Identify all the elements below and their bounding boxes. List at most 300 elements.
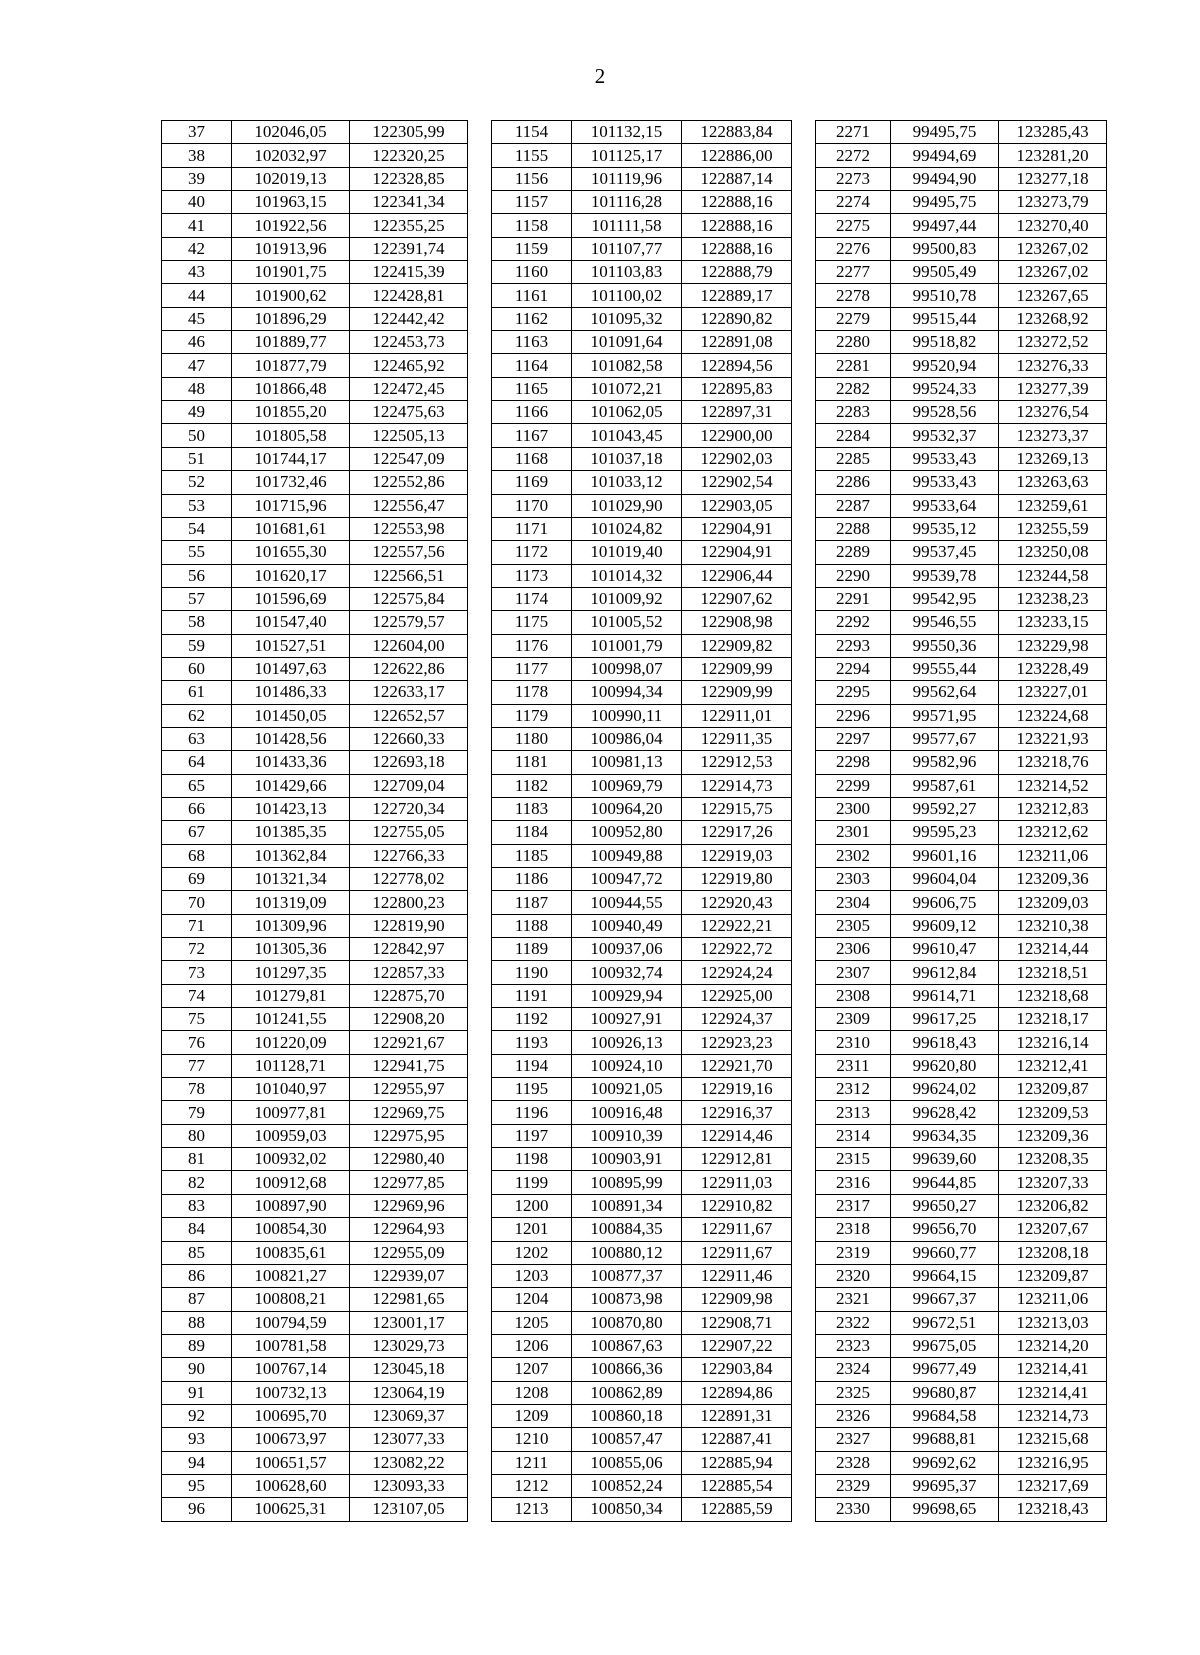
table-row: [162, 401, 468, 424]
table-row: [816, 797, 1107, 820]
point-number-cell: 1169: [492, 471, 572, 494]
table-row: [492, 284, 792, 307]
y-coordinate-cell: 122465,92: [350, 354, 468, 377]
y-coordinate-cell: 123268,92: [999, 307, 1107, 330]
x-coordinate-cell: 99524,33: [891, 377, 999, 400]
x-coordinate-cell: 99555,44: [891, 657, 999, 680]
point-number-cell: 1154: [492, 121, 572, 144]
point-number-cell: 2273: [816, 167, 891, 190]
x-coordinate-cell: 101001,79: [572, 634, 682, 657]
point-number-cell: 74: [162, 984, 232, 1007]
x-coordinate-cell: 101128,71: [232, 1054, 350, 1077]
x-coordinate-cell: 99497,44: [891, 214, 999, 237]
table-row: [492, 797, 792, 820]
y-coordinate-cell: 123276,54: [999, 401, 1107, 424]
y-coordinate-cell: 123208,35: [999, 1148, 1107, 1171]
table-row: [492, 1451, 792, 1474]
y-coordinate-cell: 122888,79: [682, 261, 792, 284]
table-row: [492, 1031, 792, 1054]
point-number-cell: 55: [162, 541, 232, 564]
x-coordinate-cell: 99604,04: [891, 868, 999, 891]
table-row: [492, 377, 792, 400]
y-coordinate-cell: 122904,91: [682, 517, 792, 540]
x-coordinate-cell: 100873,98: [572, 1288, 682, 1311]
table-row: [492, 564, 792, 587]
x-coordinate-cell: 101005,52: [572, 611, 682, 634]
table-row: [162, 797, 468, 820]
table-row: [162, 984, 468, 1007]
point-number-cell: 2323: [816, 1334, 891, 1357]
point-number-cell: 1155: [492, 144, 572, 167]
x-coordinate-cell: 99532,37: [891, 424, 999, 447]
point-number-cell: 2308: [816, 984, 891, 1007]
y-coordinate-cell: 122915,75: [682, 797, 792, 820]
table-row: [816, 261, 1107, 284]
y-coordinate-cell: 123285,43: [999, 121, 1107, 144]
x-coordinate-cell: 99639,60: [891, 1148, 999, 1171]
x-coordinate-cell: 101547,40: [232, 611, 350, 634]
y-coordinate-cell: 122579,57: [350, 611, 468, 634]
point-number-cell: 2304: [816, 891, 891, 914]
y-coordinate-cell: 123029,73: [350, 1334, 468, 1357]
y-coordinate-cell: 123218,43: [999, 1498, 1107, 1521]
y-coordinate-cell: 123211,06: [999, 1288, 1107, 1311]
table-row: [162, 1474, 468, 1497]
x-coordinate-cell: 99562,64: [891, 681, 999, 704]
point-number-cell: 75: [162, 1008, 232, 1031]
x-coordinate-cell: 100940,49: [572, 914, 682, 937]
x-coordinate-cell: 99695,37: [891, 1474, 999, 1497]
table-row: [492, 447, 792, 470]
x-coordinate-cell: 100877,37: [572, 1264, 682, 1287]
y-coordinate-cell: 122887,41: [682, 1428, 792, 1451]
point-number-cell: 2311: [816, 1054, 891, 1077]
x-coordinate-cell: 102019,13: [232, 167, 350, 190]
y-coordinate-cell: 122875,70: [350, 984, 468, 1007]
table-row: [492, 1171, 792, 1194]
y-coordinate-cell: 123212,62: [999, 821, 1107, 844]
x-coordinate-cell: 101111,58: [572, 214, 682, 237]
point-number-cell: 2313: [816, 1101, 891, 1124]
table-row: [162, 1311, 468, 1334]
y-coordinate-cell: 122547,09: [350, 447, 468, 470]
point-number-cell: 1158: [492, 214, 572, 237]
table-row: [162, 1498, 468, 1521]
table-row: [816, 961, 1107, 984]
table-row: [162, 261, 468, 284]
y-coordinate-cell: 122916,37: [682, 1101, 792, 1124]
point-number-cell: 2305: [816, 914, 891, 937]
point-number-cell: 1159: [492, 237, 572, 260]
table-row: [492, 401, 792, 424]
table-row: [162, 1358, 468, 1381]
y-coordinate-cell: 123093,33: [350, 1474, 468, 1497]
table-row: [816, 1218, 1107, 1241]
x-coordinate-cell: 99624,02: [891, 1078, 999, 1101]
y-coordinate-cell: 123238,23: [999, 587, 1107, 610]
x-coordinate-cell: 100981,13: [572, 751, 682, 774]
y-coordinate-cell: 122908,98: [682, 611, 792, 634]
y-coordinate-cell: 122924,37: [682, 1008, 792, 1031]
table-row: [162, 611, 468, 634]
point-number-cell: 2316: [816, 1171, 891, 1194]
table-row: [816, 657, 1107, 680]
y-coordinate-cell: 122475,63: [350, 401, 468, 424]
point-number-cell: 48: [162, 377, 232, 400]
x-coordinate-cell: 101732,46: [232, 471, 350, 494]
table-row: [492, 657, 792, 680]
x-coordinate-cell: 100952,80: [572, 821, 682, 844]
point-number-cell: 94: [162, 1451, 232, 1474]
x-coordinate-cell: 100880,12: [572, 1241, 682, 1264]
y-coordinate-cell: 123208,18: [999, 1241, 1107, 1264]
y-coordinate-cell: 123227,01: [999, 681, 1107, 704]
y-coordinate-cell: 122328,85: [350, 167, 468, 190]
point-number-cell: 1189: [492, 938, 572, 961]
point-number-cell: 46: [162, 331, 232, 354]
table-row: [816, 1358, 1107, 1381]
x-coordinate-cell: 99698,65: [891, 1498, 999, 1521]
point-number-cell: 1201: [492, 1218, 572, 1241]
x-coordinate-cell: 100932,02: [232, 1148, 350, 1171]
table-row: [816, 587, 1107, 610]
x-coordinate-cell: 100781,58: [232, 1334, 350, 1357]
point-number-cell: 2317: [816, 1194, 891, 1217]
point-number-cell: 2297: [816, 727, 891, 750]
table-row: [162, 681, 468, 704]
table-row: [492, 914, 792, 937]
table-row: [492, 471, 792, 494]
x-coordinate-cell: 101305,36: [232, 938, 350, 961]
table-row: [492, 1358, 792, 1381]
y-coordinate-cell: 122909,82: [682, 634, 792, 657]
table-row: [162, 214, 468, 237]
table-row: [162, 1218, 468, 1241]
x-coordinate-cell: 100628,60: [232, 1474, 350, 1497]
point-number-cell: 1175: [492, 611, 572, 634]
x-coordinate-cell: 99571,95: [891, 704, 999, 727]
y-coordinate-cell: 123212,41: [999, 1054, 1107, 1077]
point-number-cell: 1205: [492, 1311, 572, 1334]
point-number-cell: 1190: [492, 961, 572, 984]
table-row: [816, 1078, 1107, 1101]
x-coordinate-cell: 101486,33: [232, 681, 350, 704]
table-row: [162, 471, 468, 494]
table-row: [162, 914, 468, 937]
point-number-cell: 2324: [816, 1358, 891, 1381]
y-coordinate-cell: 123273,79: [999, 191, 1107, 214]
point-number-cell: 51: [162, 447, 232, 470]
y-coordinate-cell: 122885,54: [682, 1474, 792, 1497]
y-coordinate-cell: 123267,65: [999, 284, 1107, 307]
x-coordinate-cell: 99634,35: [891, 1124, 999, 1147]
point-number-cell: 58: [162, 611, 232, 634]
point-number-cell: 79: [162, 1101, 232, 1124]
point-number-cell: 1192: [492, 1008, 572, 1031]
point-number-cell: 44: [162, 284, 232, 307]
table-row: [816, 1101, 1107, 1124]
y-coordinate-cell: 122909,99: [682, 657, 792, 680]
y-coordinate-cell: 122891,08: [682, 331, 792, 354]
point-number-cell: 95: [162, 1474, 232, 1497]
x-coordinate-cell: 101877,79: [232, 354, 350, 377]
y-coordinate-cell: 122903,84: [682, 1358, 792, 1381]
x-coordinate-cell: 100959,03: [232, 1124, 350, 1147]
table-row: [816, 424, 1107, 447]
y-coordinate-cell: 122391,74: [350, 237, 468, 260]
y-coordinate-cell: 123270,40: [999, 214, 1107, 237]
table-row: [162, 494, 468, 517]
x-coordinate-cell: 101362,84: [232, 844, 350, 867]
x-coordinate-cell: 99688,81: [891, 1428, 999, 1451]
x-coordinate-cell: 100912,68: [232, 1171, 350, 1194]
point-number-cell: 42: [162, 237, 232, 260]
y-coordinate-cell: 123064,19: [350, 1381, 468, 1404]
x-coordinate-cell: 101100,02: [572, 284, 682, 307]
y-coordinate-cell: 122895,83: [682, 377, 792, 400]
point-number-cell: 2319: [816, 1241, 891, 1264]
y-coordinate-cell: 123207,33: [999, 1171, 1107, 1194]
table-row: [492, 681, 792, 704]
table-row: [816, 681, 1107, 704]
table-row: [162, 844, 468, 867]
x-coordinate-cell: 101900,62: [232, 284, 350, 307]
x-coordinate-cell: 100964,20: [572, 797, 682, 820]
x-coordinate-cell: 99533,64: [891, 494, 999, 517]
y-coordinate-cell: 122921,67: [350, 1031, 468, 1054]
x-coordinate-cell: 99660,77: [891, 1241, 999, 1264]
table-row: [162, 447, 468, 470]
x-coordinate-cell: 101241,55: [232, 1008, 350, 1031]
table-row: [816, 1311, 1107, 1334]
x-coordinate-cell: 99539,78: [891, 564, 999, 587]
y-coordinate-cell: 122900,00: [682, 424, 792, 447]
x-coordinate-cell: 100926,13: [572, 1031, 682, 1054]
y-coordinate-cell: 122633,17: [350, 681, 468, 704]
point-number-cell: 2299: [816, 774, 891, 797]
point-number-cell: 2276: [816, 237, 891, 260]
point-number-cell: 2307: [816, 961, 891, 984]
table-row: [162, 891, 468, 914]
point-number-cell: 77: [162, 1054, 232, 1077]
point-number-cell: 87: [162, 1288, 232, 1311]
table-row: [816, 121, 1107, 144]
y-coordinate-cell: 122890,82: [682, 307, 792, 330]
x-coordinate-cell: 101866,48: [232, 377, 350, 400]
point-number-cell: 90: [162, 1358, 232, 1381]
point-number-cell: 64: [162, 751, 232, 774]
point-number-cell: 1187: [492, 891, 572, 914]
table-row: [162, 1428, 468, 1451]
point-number-cell: 1167: [492, 424, 572, 447]
x-coordinate-cell: 99518,82: [891, 331, 999, 354]
point-number-cell: 1208: [492, 1381, 572, 1404]
x-coordinate-cell: 101095,32: [572, 307, 682, 330]
point-number-cell: 71: [162, 914, 232, 937]
x-coordinate-cell: 99684,58: [891, 1404, 999, 1427]
point-number-cell: 69: [162, 868, 232, 891]
y-coordinate-cell: 123218,76: [999, 751, 1107, 774]
x-coordinate-cell: 99672,51: [891, 1311, 999, 1334]
point-number-cell: 2289: [816, 541, 891, 564]
y-coordinate-cell: 122755,05: [350, 821, 468, 844]
y-coordinate-cell: 122355,25: [350, 214, 468, 237]
point-number-cell: 67: [162, 821, 232, 844]
table-row: [816, 774, 1107, 797]
y-coordinate-cell: 122553,98: [350, 517, 468, 540]
x-coordinate-cell: 101029,90: [572, 494, 682, 517]
x-coordinate-cell: 101107,77: [572, 237, 682, 260]
table-row: [492, 1381, 792, 1404]
table-row: [162, 331, 468, 354]
table-row: [162, 191, 468, 214]
table-row: [816, 377, 1107, 400]
table-row: [816, 1451, 1107, 1474]
x-coordinate-cell: 101428,56: [232, 727, 350, 750]
x-coordinate-cell: 99495,75: [891, 191, 999, 214]
point-number-cell: 1181: [492, 751, 572, 774]
y-coordinate-cell: 122652,57: [350, 704, 468, 727]
table-row: [816, 1031, 1107, 1054]
point-number-cell: 1186: [492, 868, 572, 891]
x-coordinate-cell: 99628,42: [891, 1101, 999, 1124]
x-coordinate-cell: 100924,10: [572, 1054, 682, 1077]
point-number-cell: 2306: [816, 938, 891, 961]
x-coordinate-cell: 99650,27: [891, 1194, 999, 1217]
x-coordinate-cell: 99510,78: [891, 284, 999, 307]
x-coordinate-cell: 100835,61: [232, 1241, 350, 1264]
x-coordinate-cell: 99667,37: [891, 1288, 999, 1311]
point-number-cell: 2298: [816, 751, 891, 774]
x-coordinate-cell: 101433,36: [232, 751, 350, 774]
point-number-cell: 72: [162, 938, 232, 961]
y-coordinate-cell: 123221,93: [999, 727, 1107, 750]
table-row: [492, 354, 792, 377]
point-number-cell: 2325: [816, 1381, 891, 1404]
table-row: [816, 447, 1107, 470]
y-coordinate-cell: 123224,68: [999, 704, 1107, 727]
y-coordinate-cell: 122472,45: [350, 377, 468, 400]
table-row: [816, 821, 1107, 844]
y-coordinate-cell: 122911,03: [682, 1171, 792, 1194]
x-coordinate-cell: 100794,59: [232, 1311, 350, 1334]
y-coordinate-cell: 122939,07: [350, 1264, 468, 1287]
point-number-cell: 1209: [492, 1404, 572, 1427]
x-coordinate-cell: 99533,43: [891, 471, 999, 494]
x-coordinate-cell: 99550,36: [891, 634, 999, 657]
x-coordinate-cell: 101922,56: [232, 214, 350, 237]
table-row: [492, 1241, 792, 1264]
table-row: [816, 494, 1107, 517]
y-coordinate-cell: 122693,18: [350, 751, 468, 774]
point-number-cell: 2288: [816, 517, 891, 540]
table-row: [492, 1218, 792, 1241]
y-coordinate-cell: 122911,46: [682, 1264, 792, 1287]
table-row: [162, 564, 468, 587]
x-coordinate-cell: 99528,56: [891, 401, 999, 424]
table-row: [162, 121, 468, 144]
y-coordinate-cell: 123214,20: [999, 1334, 1107, 1357]
x-coordinate-cell: 101103,83: [572, 261, 682, 284]
point-number-cell: 41: [162, 214, 232, 237]
point-number-cell: 37: [162, 121, 232, 144]
point-number-cell: 2275: [816, 214, 891, 237]
point-number-cell: 1173: [492, 564, 572, 587]
table-row: [492, 1498, 792, 1521]
y-coordinate-cell: 122921,70: [682, 1054, 792, 1077]
table-row: [492, 1334, 792, 1357]
y-coordinate-cell: 123250,08: [999, 541, 1107, 564]
y-coordinate-cell: 123209,53: [999, 1101, 1107, 1124]
table-row: [162, 541, 468, 564]
y-coordinate-cell: 122552,86: [350, 471, 468, 494]
x-coordinate-cell: 99582,96: [891, 751, 999, 774]
y-coordinate-cell: 123214,73: [999, 1404, 1107, 1427]
y-coordinate-cell: 123209,03: [999, 891, 1107, 914]
y-coordinate-cell: 122914,73: [682, 774, 792, 797]
y-coordinate-cell: 123082,22: [350, 1451, 468, 1474]
table-row: [162, 1194, 468, 1217]
table-row: [816, 307, 1107, 330]
point-number-cell: 1194: [492, 1054, 572, 1077]
x-coordinate-cell: 101116,28: [572, 191, 682, 214]
x-coordinate-cell: 100855,06: [572, 1451, 682, 1474]
y-coordinate-cell: 122819,90: [350, 914, 468, 937]
y-coordinate-cell: 123229,98: [999, 634, 1107, 657]
x-coordinate-cell: 99546,55: [891, 611, 999, 634]
y-coordinate-cell: 123267,02: [999, 237, 1107, 260]
point-number-cell: 1168: [492, 447, 572, 470]
point-number-cell: 2296: [816, 704, 891, 727]
x-coordinate-cell: 102032,97: [232, 144, 350, 167]
point-number-cell: 1200: [492, 1194, 572, 1217]
point-number-cell: 1165: [492, 377, 572, 400]
x-coordinate-cell: 99542,95: [891, 587, 999, 610]
x-coordinate-cell: 101309,96: [232, 914, 350, 937]
x-coordinate-cell: 99533,43: [891, 447, 999, 470]
y-coordinate-cell: 122897,31: [682, 401, 792, 424]
y-coordinate-cell: 122941,75: [350, 1054, 468, 1077]
y-coordinate-cell: 122556,47: [350, 494, 468, 517]
y-coordinate-cell: 123228,49: [999, 657, 1107, 680]
x-coordinate-cell: 100921,05: [572, 1078, 682, 1101]
x-coordinate-cell: 101655,30: [232, 541, 350, 564]
x-coordinate-cell: 101497,63: [232, 657, 350, 680]
table-row: [492, 868, 792, 891]
table-row: [162, 377, 468, 400]
point-number-cell: 82: [162, 1171, 232, 1194]
y-coordinate-cell: 122922,21: [682, 914, 792, 937]
y-coordinate-cell: 122886,00: [682, 144, 792, 167]
table-row: [492, 191, 792, 214]
point-number-cell: 1213: [492, 1498, 572, 1521]
point-number-cell: 39: [162, 167, 232, 190]
y-coordinate-cell: 122923,23: [682, 1031, 792, 1054]
table-row: [162, 1334, 468, 1357]
y-coordinate-cell: 123233,15: [999, 611, 1107, 634]
y-coordinate-cell: 122908,71: [682, 1311, 792, 1334]
table-row: [816, 844, 1107, 867]
y-coordinate-cell: 123210,38: [999, 914, 1107, 937]
table-row: [162, 517, 468, 540]
point-number-cell: 2326: [816, 1404, 891, 1427]
x-coordinate-cell: 100808,21: [232, 1288, 350, 1311]
point-number-cell: 2318: [816, 1218, 891, 1241]
y-coordinate-cell: 122857,33: [350, 961, 468, 984]
table-row: [492, 891, 792, 914]
x-coordinate-cell: 99612,84: [891, 961, 999, 984]
table-row: [492, 494, 792, 517]
